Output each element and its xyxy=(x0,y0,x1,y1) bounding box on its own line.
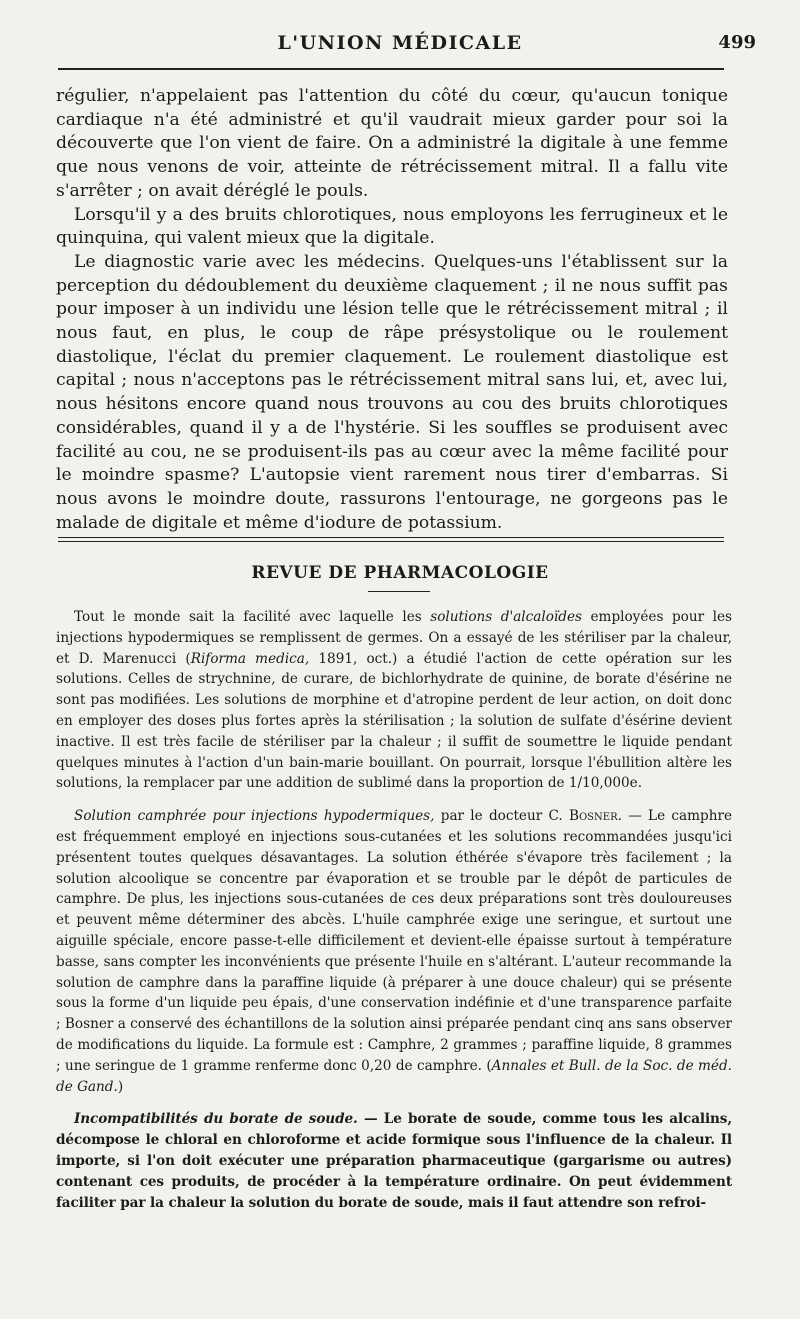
section-title: REVUE DE PHARMACOLOGIE xyxy=(251,563,549,583)
page-number: 499 xyxy=(718,32,756,53)
entry-title: Incompatibilités du borate de soude. xyxy=(74,1111,358,1128)
review-paragraph-camphor xyxy=(56,806,732,1097)
text-run: ) xyxy=(117,1078,124,1095)
pharmacology-review xyxy=(56,607,732,1225)
author-name: Bosner. xyxy=(568,808,622,825)
section-divider xyxy=(58,537,724,545)
review-paragraph-alkaloids xyxy=(56,607,732,794)
source-citation: Annales et Bull. de la Soc. de méd. de Gand. xyxy=(56,1057,732,1095)
divider-line xyxy=(58,541,724,545)
italic-term: solutions d'alcaloïdes xyxy=(430,609,582,625)
text-run: — Le borate de soude, comme tous les alcalins, décompose le chloral en chloroforme et acide formique sous l'influence de la chaleur. Il importe, si l'on doit exécuter une préparation pharmaceutique (gargarisme ou autres) contenant ces produits, de procéder à la température ordinaire. On peut évidemment faciliter par la chaleur la solution du borate de soude, mais il faut attendre son refroi- xyxy=(56,1111,732,1211)
text-run: Tout le monde sait la facilité avec laquelle les xyxy=(74,609,422,625)
running-head xyxy=(0,32,800,62)
article-body xyxy=(56,85,728,535)
article-paragraph: régulier, n'appelaient pas l'attention du côté du cœur, qu'aucun tonique cardiaque n'a été administré et qu'il vaudrait mieux garder pour soi la découverte que l'on vient de faire. On a administré la digitale à une femme que nous venons de voir, atteinte de rétrécissement mitral. Il a fallu vite s'arrêter ; on avait déréglé le pouls. xyxy=(56,86,728,201)
article-paragraph: Lorsqu'il y a des bruits chlorotiques, nous employons les ferrugineux et le quinquina, qui valent mieux que la digitale. xyxy=(56,204,728,249)
journal-title: L'UNION MÉDICALE xyxy=(277,32,523,54)
text-run: — Le camphre est fréquemment employé en injections sous-cutanées et les solutions recommandées jusqu'ici présentent toutes quelques désavantages. La solution éthérée s'évapore très facilement ; la solution alcoolique se concentre par évaporation et se trouble par le dépôt de particules de camphre. De plus, les injections sous-cutanées de ces deux préparations sont très douloureuses et peuvent même déterminer des abcès. L'huile camphrée exige une seringue, et surtout une aiguille spéciale, encore passe-t-elle difficilement et devient-elle épaisse surtout à température basse, sans compter les inconvénients que présente l'huile en s'altérant. L'auteur recommande la solution de camphre dans la paraffine liquide (à préparer à une douce chaleur) qui se présente sous la forme d'un liquide peu épais, d'une conservation indéfinie et d'une transparence parfaite ; Bosner a conservé des échantillons de la solution ainsi préparée pendant cinq ans sans observer de modifications du liquide. La formule est : Camphre, 2 grammes ; paraffine liquide, 8 grammes ; une seringue de 1 gramme renferme donc 0,20 de camphre. ( xyxy=(56,808,732,1074)
title-rule xyxy=(368,591,430,592)
text-run: par le docteur C. xyxy=(440,808,563,825)
text-run: 1891, oct.) a étudié l'action de cette opération sur les solutions. Celles de strychnine, de curare, de bichlorhydrate de quinine, de borate d'ésérine ne sont pas modifiées. Les solutions de morphine et d'atropine perdent de leur action, on doit donc en employer des doses plus fortes après la stérilisation ; la solution de sulfate d'ésérine devient inactive. Il est très facile de stériliser par la chaleur ; il suffit de soumettre le liquide pendant quelques minutes à l'action d'un bain-marie bouillant. On pourrait, lorsque l'ébullition altère les solutions, la remplacer par une addition de sublimé dans la proportion de 1/10,000e. xyxy=(56,650,732,792)
journal-citation: Riforma medica, xyxy=(190,650,310,667)
entry-title: Solution camphrée pour injections hypodermiques, xyxy=(74,808,435,825)
review-paragraph-borate xyxy=(56,1109,732,1213)
header-rule xyxy=(58,68,724,70)
article-paragraph: Le diagnostic varie avec les médecins. Quelques-uns l'établissent sur la perception du dédoublement du deuxième claquement ; il ne nous suffit pas pour imposer à un individu une lésion telle que le rétrécissement mitral ; il nous faut, en plus, le coup de râpe présystolique ou le roulement diastolique, l'éclat du premier claquement. Le roulement diastolique est capital ; nous n'acceptons pas le rétrécissement mitral sans lui, et, avec lui, nous hésitons encore quand nous trouvons au cou des bruits chlorotiques considérables, quand il y a de l'hystérie. Si les souffles se produisent avec facilité au cou, ne se produisent-ils pas au cœur avec la même facilité pour le moindre spasme? L'autopsie vient rarement nous tirer d'embarras. Si nous avons le moindre doute, rassurons l'entourage, ne gorgeons pas le malade de digitale et même d'iodure de potassium. xyxy=(56,251,728,533)
text-run: employées pour les injections hypodermiques se remplissent de germes. On a essayé de les stériliser par la chaleur, et D. Marenucci ( xyxy=(56,609,732,667)
